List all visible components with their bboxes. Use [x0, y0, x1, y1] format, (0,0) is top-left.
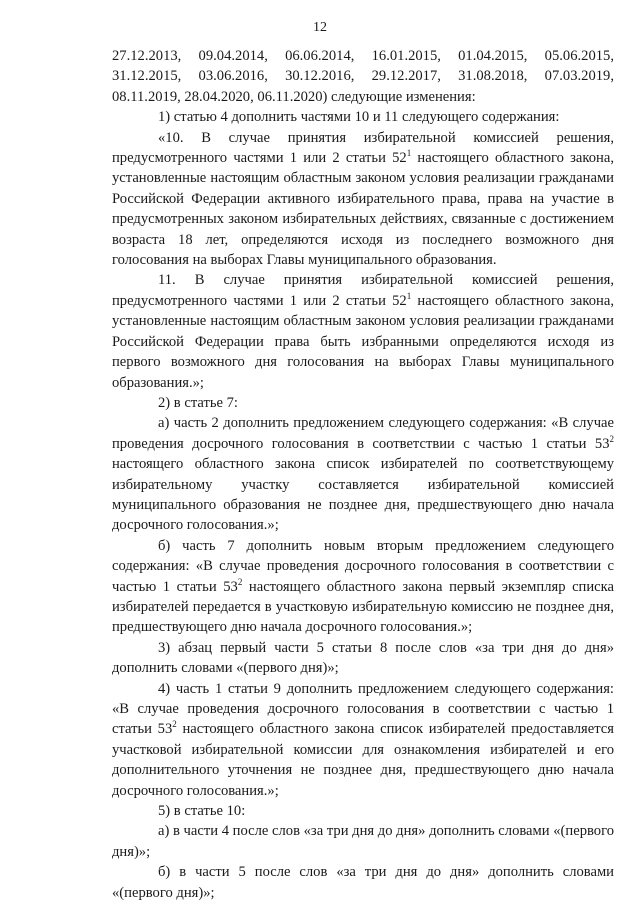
document-body	[112, 46, 614, 903]
paragraph: 3) абзац первый части 5 статьи 8 после слов «за три дня до дня» дополнить словами «(первого дня)»;	[112, 639, 614, 677]
paragraph: «10. В случае принятия избирательной комиссией решения, предусмотренного частями 1 или 2 статьи $52^1$ настоящего областного закона, установленные настоящим областным законом условия реализации гражданами Российской Федерации активного избирательного права, права на участие в предусмотренных законом избирательных действиях, связанные с достижением возраста 18 лет, определяются исходя из последнего возможного дня голосования на выборах Главы муниципального образования.	[112, 129, 614, 269]
paragraph: а) часть 2 дополнить предложением следующего содержания: «В случае проведения досрочного голосования в соответствии с частью 1 статьи $53^2$ настоящего областного закона список избирателей по соответствующему избирательному участку составляется избирательной комиссией муниципального образования не позднее дня, предшествующего дню начала досрочного голосования.»;	[112, 415, 614, 534]
paragraph: 27.12.2013, 09.04.2014, 06.06.2014, 16.01.2015, 01.04.2015, 05.06.2015, 31.12.2015, 03.06.2016, 30.12.2016, 29.12.2017, 31.08.2018, 07.03.2019, 08.11.2019, 28.04.2020, 06.11.2020) следующие изменения:	[112, 48, 614, 105]
page-number: 12	[313, 20, 327, 35]
paragraph: б) в части 5 после слов «за три дня до дня» дополнить словами «(первого дня)»;	[112, 864, 614, 901]
paragraph: б) часть 7 дополнить новым вторым предложением следующего содержания: «В случае проведения досрочного голосования в соответствии с частью 1 статьи $53^2$ настоящего областного закона первый экземпляр списка избирателей передается в участковую избирательную комиссию не позднее дня, предшествующего дню начала досрочного голосования.»;	[112, 537, 615, 636]
paragraph: 2) в статье 7:	[158, 394, 238, 411]
paragraph: 4) часть 1 статьи 9 дополнить предложением следующего содержания: «В случае проведения досрочного голосования в соответствии с частью 1 статьи $53^2$ настоящего областного закона список избирателей предоставляется участковой избирательной комиссии для ознакомления избирателей и его дополнительного уточнения не позднее дня, предшествующего дню начала досрочного голосования.»;	[112, 680, 614, 799]
paragraph: 11. В случае принятия избирательной комиссией решения, предусмотренного частями 1 или 2 статьи $52^1$ настоящего областного закона, установленные настоящим областным законом условия реализации гражданами Российской Федерации права быть избранными определяются исходя из первого возможного дня голосования на выборах Главы муниципального образования.»;	[112, 272, 614, 391]
paragraph: а) в части 4 после слов «за три дня до дня» дополнить словами «(первого дня)»;	[112, 823, 614, 860]
paragraph: 5) в статье 10:	[158, 803, 246, 820]
paragraph: 1) статью 4 дополнить частями 10 и 11 следующего содержания:	[158, 109, 560, 126]
